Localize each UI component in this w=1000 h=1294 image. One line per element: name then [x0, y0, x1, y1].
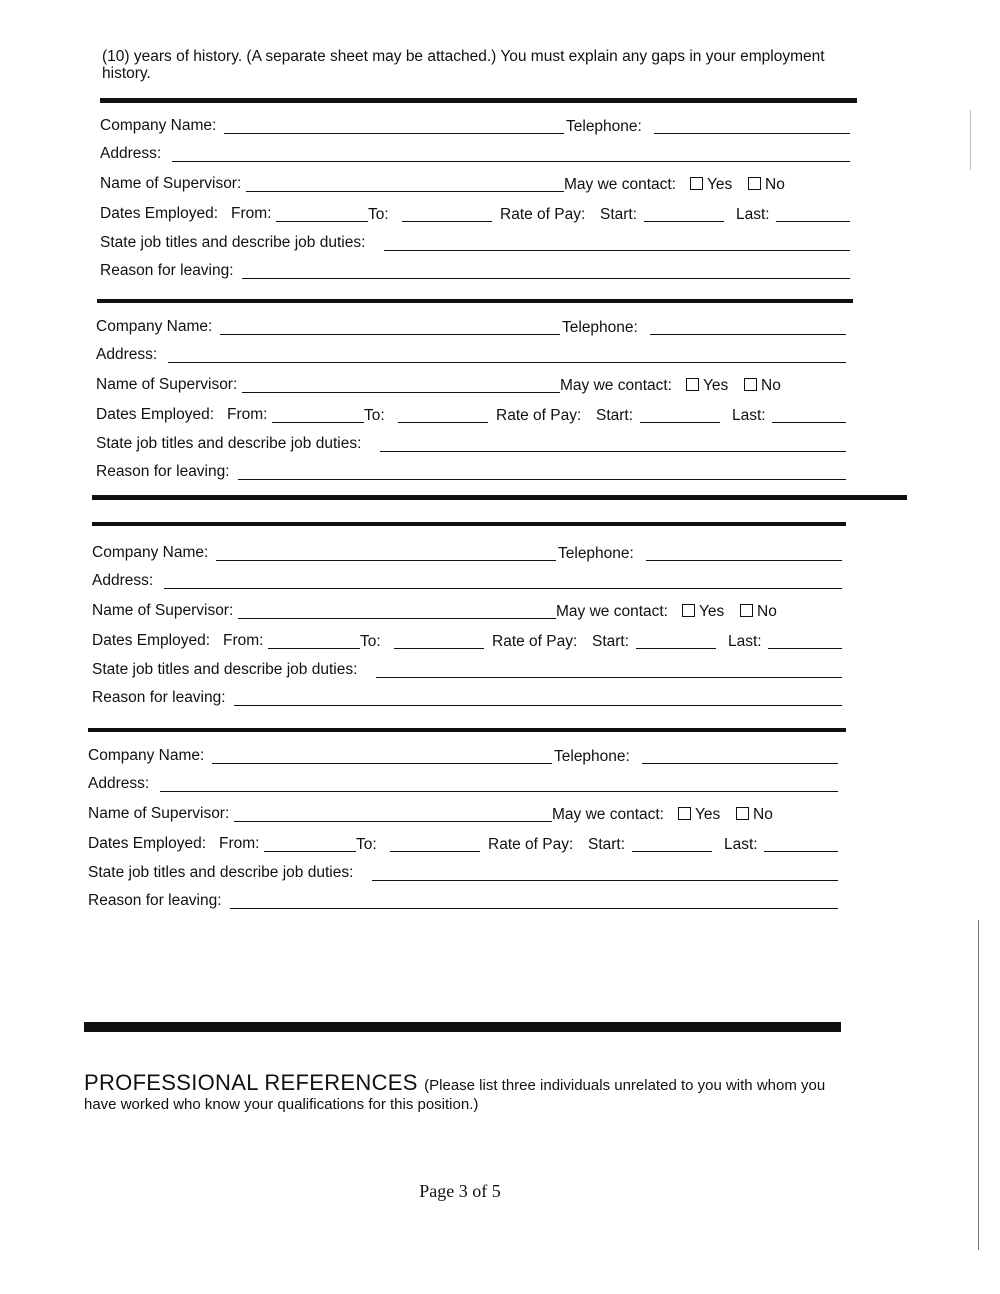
contact-yes-option[interactable] — [690, 176, 732, 194]
to-label: To: — [356, 836, 377, 853]
no-checkbox[interactable] — [740, 604, 753, 617]
company-name-field[interactable] — [224, 133, 564, 134]
no-label: No — [753, 806, 773, 823]
yes-checkbox[interactable] — [678, 807, 691, 820]
from-date-field[interactable] — [272, 422, 364, 423]
from-label: From: — [223, 632, 264, 649]
job-duties-field[interactable] — [372, 880, 838, 881]
supervisor-field[interactable] — [242, 392, 560, 393]
telephone-field[interactable] — [650, 334, 846, 335]
contact-yes-option[interactable] — [682, 603, 724, 621]
telephone-field[interactable] — [642, 763, 838, 764]
yes-checkbox[interactable] — [682, 604, 695, 617]
reason-leaving-field[interactable] — [242, 278, 850, 279]
contact-yes-option[interactable] — [678, 806, 720, 824]
job-duties-label: State job titles and describe job duties: — [96, 435, 362, 452]
no-label: No — [765, 176, 785, 193]
page-number: Page 3 of 5 — [419, 1181, 501, 1201]
employer-block — [96, 318, 1000, 518]
last-pay-field[interactable] — [776, 221, 850, 222]
telephone-field[interactable] — [654, 133, 850, 134]
supervisor-field[interactable] — [234, 821, 552, 822]
references-heading — [84, 1070, 825, 1096]
last-label: Last: — [732, 407, 766, 424]
section-divider — [97, 299, 853, 303]
address-label: Address: — [100, 145, 162, 162]
from-label: From: — [219, 835, 260, 852]
start-label: Start: — [588, 836, 626, 853]
reason-leaving-label: Reason for leaving: — [92, 689, 226, 706]
from-date-field[interactable] — [268, 648, 360, 649]
last-pay-field[interactable] — [764, 851, 838, 852]
from-date-field[interactable] — [276, 221, 368, 222]
yes-label: Yes — [695, 806, 721, 823]
telephone-label: Telephone: — [554, 748, 630, 765]
no-checkbox[interactable] — [748, 177, 761, 190]
section-divider — [88, 728, 846, 732]
company-name-field[interactable] — [216, 560, 556, 561]
contact-no-option[interactable] — [744, 377, 781, 395]
telephone-label: Telephone: — [562, 319, 638, 336]
company-name-field[interactable] — [220, 334, 560, 335]
yes-label: Yes — [699, 603, 725, 620]
reason-leaving-label: Reason for leaving: — [100, 262, 234, 279]
to-label: To: — [368, 206, 389, 223]
to-label: To: — [360, 633, 381, 650]
section-divider — [84, 1022, 841, 1032]
start-pay-field[interactable] — [640, 422, 720, 423]
section-divider — [100, 98, 857, 103]
reason-leaving-field[interactable] — [238, 479, 846, 480]
address-label: Address: — [92, 572, 154, 589]
yes-checkbox[interactable] — [690, 177, 703, 190]
start-label: Start: — [600, 206, 638, 223]
employer-block — [88, 747, 1000, 947]
job-duties-field[interactable] — [376, 677, 842, 678]
references-note-line-2: have worked who know your qualifications for this position.) — [84, 1096, 479, 1113]
supervisor-field[interactable] — [246, 191, 564, 192]
company-name-label: Company Name: — [100, 117, 217, 134]
reason-leaving-field[interactable] — [230, 908, 838, 909]
company-name-label: Company Name: — [96, 318, 213, 335]
may-contact-label: May we contact: — [556, 603, 668, 620]
rate-of-pay-label: Rate of Pay: — [496, 407, 582, 424]
no-label: No — [757, 603, 777, 620]
rate-of-pay-label: Rate of Pay: — [492, 633, 578, 650]
to-label: To: — [364, 407, 385, 424]
company-name-label: Company Name: — [88, 747, 205, 764]
company-name-field[interactable] — [212, 763, 552, 764]
yes-label: Yes — [703, 377, 729, 394]
job-duties-field[interactable] — [384, 250, 850, 251]
yes-checkbox[interactable] — [686, 378, 699, 391]
may-contact-label: May we contact: — [552, 806, 664, 823]
company-name-label: Company Name: — [92, 544, 209, 561]
dates-employed-label: Dates Employed: — [88, 835, 207, 852]
contact-no-option[interactable] — [748, 176, 785, 194]
from-date-field[interactable] — [264, 851, 356, 852]
intro-line-1: (10) years of history. (A separate sheet may be attached.) You must explain any gaps in your employment — [102, 48, 825, 65]
contact-yes-option[interactable] — [686, 377, 728, 395]
telephone-label: Telephone: — [558, 545, 634, 562]
job-duties-label: State job titles and describe job duties: — [100, 234, 366, 251]
no-label: No — [761, 377, 781, 394]
last-label: Last: — [728, 633, 762, 650]
references-title: PROFESSIONAL REFERENCES — [84, 1070, 418, 1095]
telephone-label: Telephone: — [566, 118, 642, 135]
address-field[interactable] — [160, 791, 838, 792]
reason-leaving-field[interactable] — [234, 705, 842, 706]
supervisor-label: Name of Supervisor: — [88, 805, 230, 822]
section-divider — [92, 522, 846, 526]
last-label: Last: — [724, 836, 758, 853]
start-pay-field[interactable] — [632, 851, 712, 852]
no-checkbox[interactable] — [744, 378, 757, 391]
intro-line-2: history. — [102, 65, 151, 82]
to-date-field[interactable] — [394, 648, 484, 649]
intro-text — [102, 48, 842, 82]
start-label: Start: — [592, 633, 630, 650]
contact-no-option[interactable] — [736, 806, 773, 824]
scan-edge-mark — [978, 920, 979, 1250]
to-date-field[interactable] — [390, 851, 480, 852]
employer-block — [100, 117, 1000, 317]
last-pay-field[interactable] — [768, 648, 842, 649]
dates-employed-label: Dates Employed: — [92, 632, 211, 649]
address-label: Address: — [88, 775, 150, 792]
dates-employed-label: Dates Employed: — [96, 406, 215, 423]
job-duties-label: State job titles and describe job duties: — [88, 864, 354, 881]
yes-label: Yes — [707, 176, 733, 193]
last-label: Last: — [736, 206, 770, 223]
from-label: From: — [231, 205, 272, 222]
dates-employed-label: Dates Employed: — [100, 205, 219, 222]
from-label: From: — [227, 406, 268, 423]
start-pay-field[interactable] — [644, 221, 724, 222]
contact-no-option[interactable] — [740, 603, 777, 621]
may-contact-label: May we contact: — [560, 377, 672, 394]
to-date-field[interactable] — [398, 422, 488, 423]
address-field[interactable] — [168, 362, 846, 363]
last-pay-field[interactable] — [772, 422, 846, 423]
start-label: Start: — [596, 407, 634, 424]
start-pay-field[interactable] — [636, 648, 716, 649]
to-date-field[interactable] — [402, 221, 492, 222]
no-checkbox[interactable] — [736, 807, 749, 820]
job-duties-field[interactable] — [380, 451, 846, 452]
address-field[interactable] — [164, 588, 842, 589]
supervisor-field[interactable] — [238, 618, 556, 619]
address-field[interactable] — [172, 161, 850, 162]
reason-leaving-label: Reason for leaving: — [88, 892, 222, 909]
references-note: (Please list three individuals unrelated to you with whom you — [424, 1077, 826, 1094]
job-duties-label: State job titles and describe job duties: — [92, 661, 358, 678]
supervisor-label: Name of Supervisor: — [100, 175, 242, 192]
section-divider — [92, 495, 907, 500]
supervisor-label: Name of Supervisor: — [92, 602, 234, 619]
telephone-field[interactable] — [646, 560, 842, 561]
supervisor-label: Name of Supervisor: — [96, 376, 238, 393]
may-contact-label: May we contact: — [564, 176, 676, 193]
employer-block — [92, 544, 1000, 744]
address-label: Address: — [96, 346, 158, 363]
scan-edge-mark — [970, 110, 971, 170]
reason-leaving-label: Reason for leaving: — [96, 463, 230, 480]
rate-of-pay-label: Rate of Pay: — [488, 836, 574, 853]
rate-of-pay-label: Rate of Pay: — [500, 206, 586, 223]
